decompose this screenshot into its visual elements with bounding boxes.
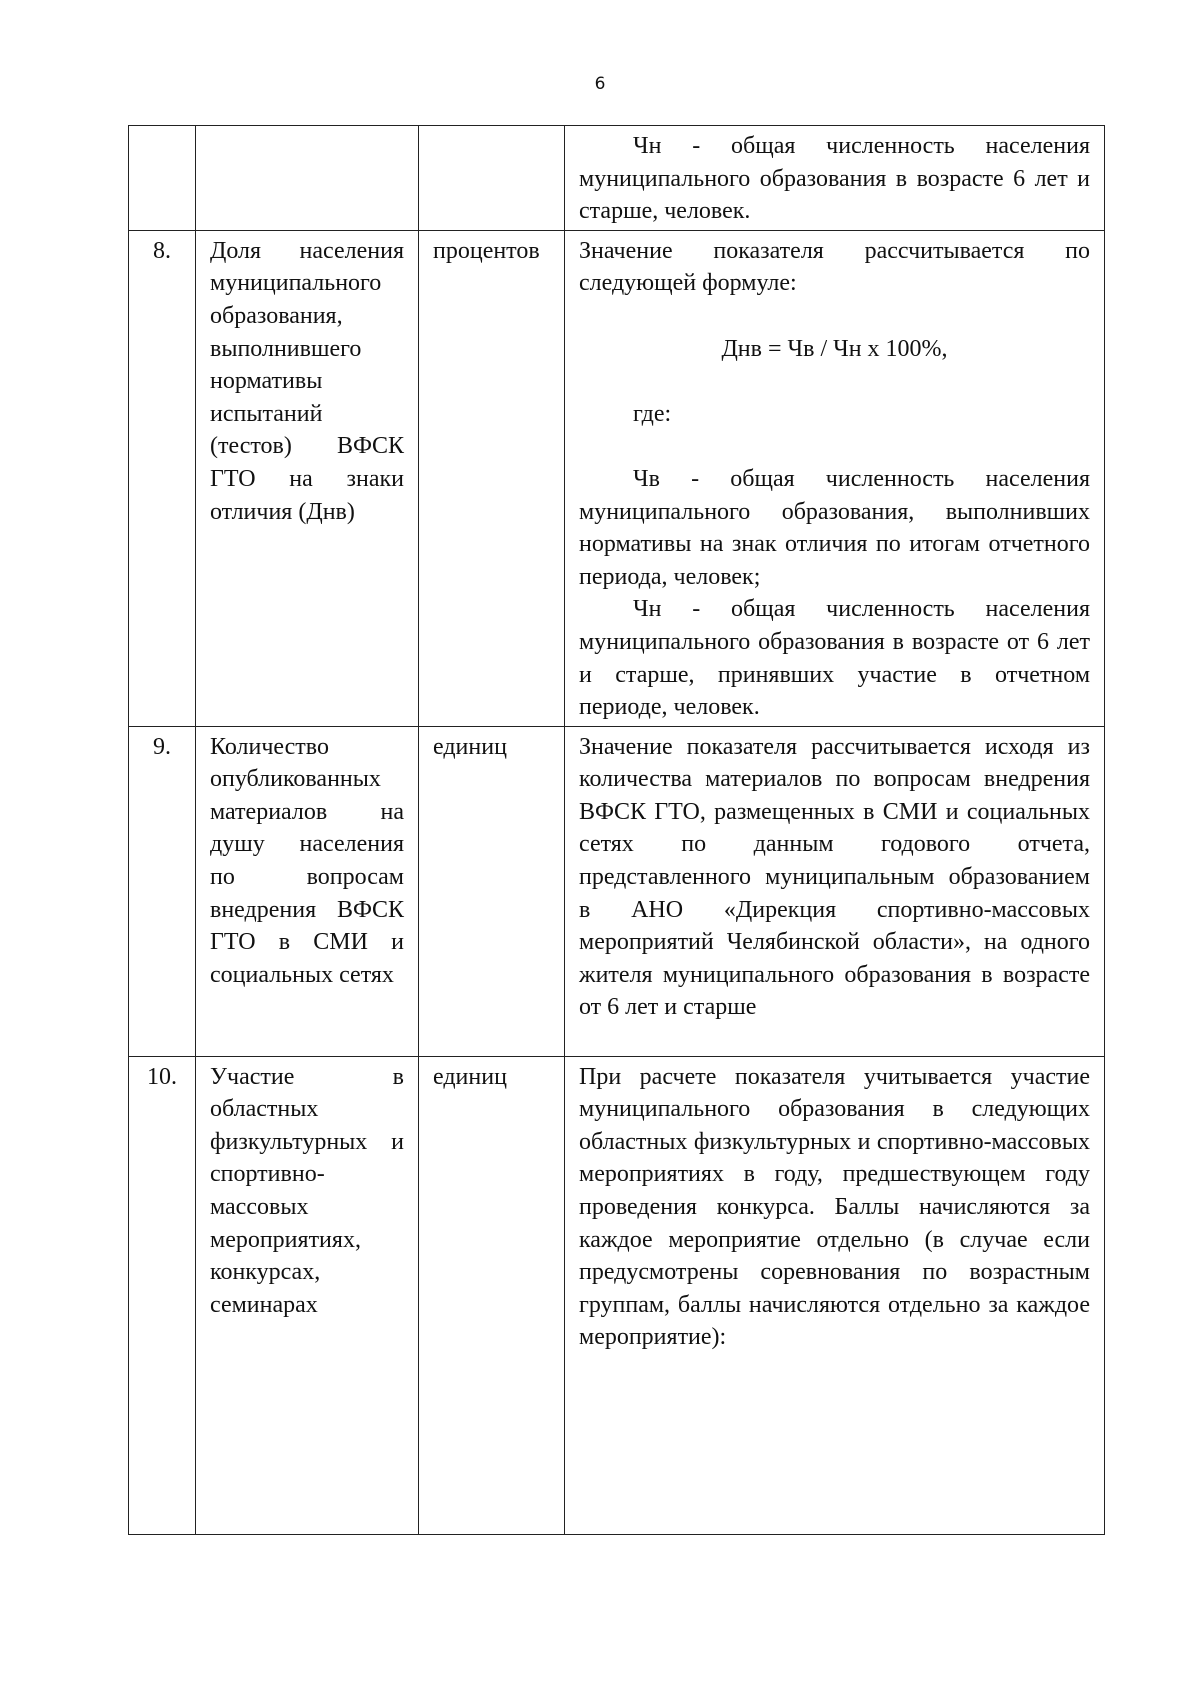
unit-cell: процентов <box>419 230 565 726</box>
where-label: где: <box>633 400 672 427</box>
table-row <box>129 726 1105 1056</box>
unit-cell <box>419 126 565 231</box>
row-number-cell: 10. <box>129 1056 196 1534</box>
indicator-name-cell: Количество опубликованных материалов на душу населения по вопросам внедрения ВФСК ГТО в СМИ и социальных сетях <box>196 726 419 1056</box>
unit-cell: единиц <box>419 1056 565 1534</box>
calculation-text: При расчете показателя учитывается участие муниципального образования в следующих областных физкультурных и спортивно-массовых мероприятиях в году, предшествующем году проведения конкурса. Баллы начисляются за каждое мероприятие отдельно (в случае если предусмотрены соревнования по возрастным группам, баллы начисляются отдельно за каждое мероприятие): <box>579 1063 1090 1351</box>
calculation-text: Значение показателя рассчитывается исходя из количества материалов по вопросам внедрения ВФСК ГТО, размещенных в СМИ и социальных сетях по данным годового отчета, представленного муниципальным образованием в АНО «Дирекция спортивно-массовых мероприятий Челябинской области», на одного жителя муниципального образования в возрасте от 6 лет и старше <box>579 733 1090 1021</box>
table-row <box>129 1056 1105 1534</box>
definition-chv: Чв - общая численность населения муниципального образования, выполнивших нормативы на знак отличия по итогам отчетного периода, человек; <box>579 465 1090 590</box>
indicator-name-cell <box>196 126 419 231</box>
indicators-table <box>128 125 1105 1535</box>
definition-chn: Чн - общая численность населения муниципального образования в возрасте 6 лет и старше, человек. <box>579 133 1090 225</box>
indicator-name-cell: Доля населения муниципального образования, выполнившего нормативы испытаний (тестов) ВФСК ГТО на знаки отличия (Днв) <box>196 230 419 726</box>
unit-cell: единиц <box>419 726 565 1056</box>
calculation-intro: Значение показателя рассчитывается по следующей формуле: <box>579 237 1090 297</box>
row-number-cell <box>129 126 196 231</box>
table-row <box>129 126 1105 231</box>
indicator-name-cell: Участие в областных физкультурных и спортивно-массовых мероприятиях, конкурсах, семинарах <box>196 1056 419 1534</box>
page-number: 6 <box>594 74 606 94</box>
calculation-cell <box>565 726 1105 1056</box>
calculation-cell <box>565 126 1105 231</box>
calculation-cell <box>565 1056 1105 1534</box>
definition-chn: Чн - общая численность населения муниципального образования в возрасте от 6 лет и старше, принявших участие в отчетном периоде, человек. <box>579 596 1090 721</box>
calculation-cell <box>565 230 1105 726</box>
row-number-cell: 9. <box>129 726 196 1056</box>
row-number-cell: 8. <box>129 230 196 726</box>
table-row <box>129 230 1105 726</box>
formula: Днв = Чв / Чн х 100%, <box>721 335 948 362</box>
